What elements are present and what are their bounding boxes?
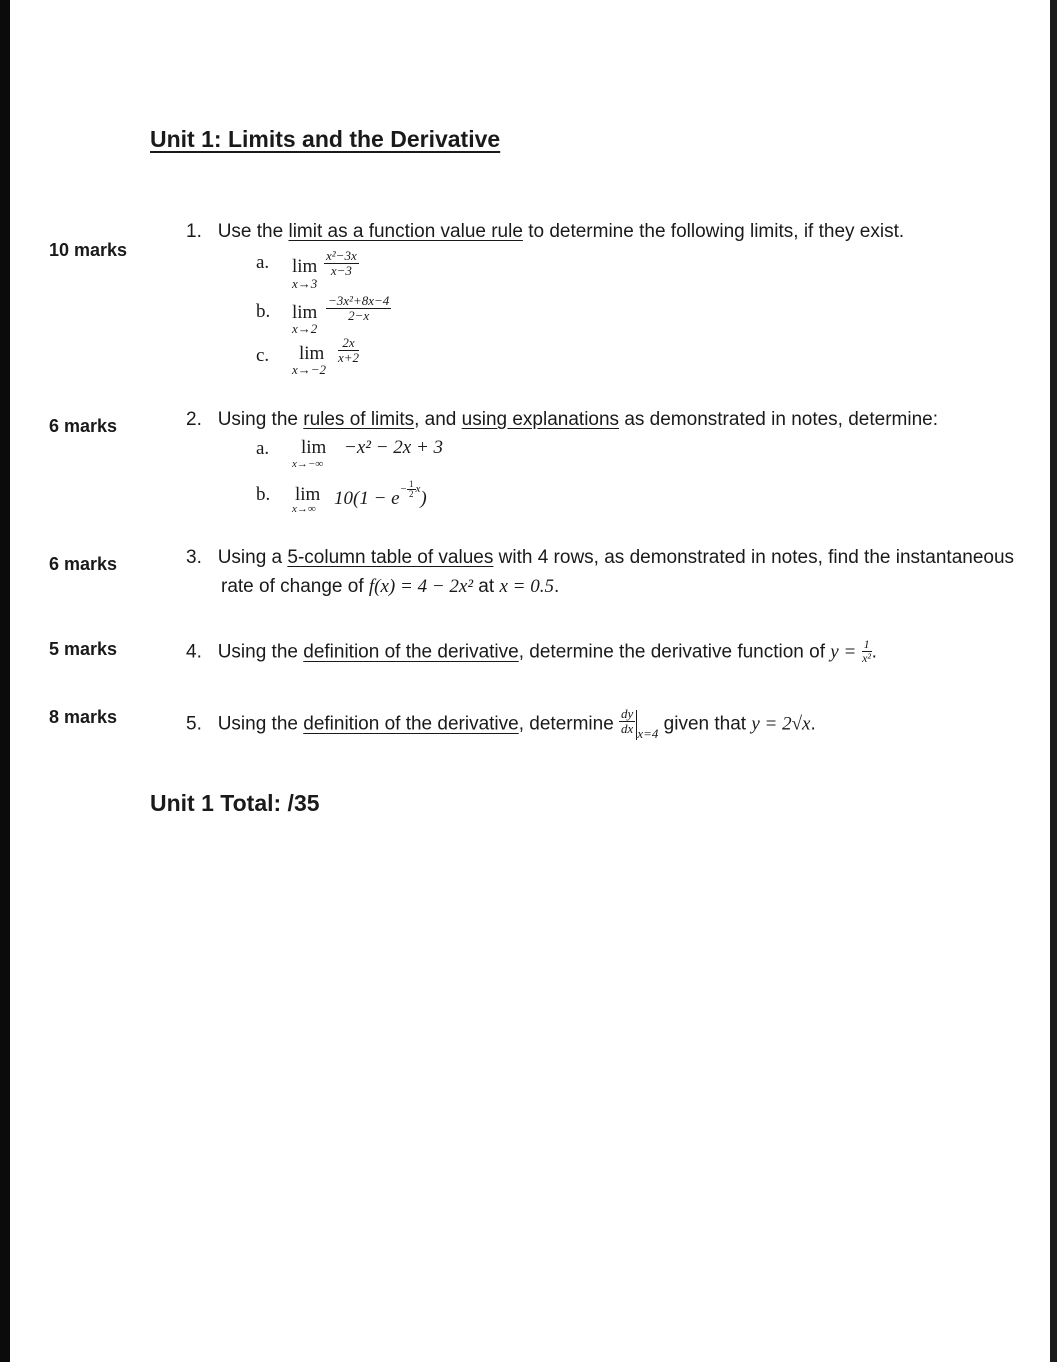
page-title: Unit 1: Limits and the Derivative <box>150 126 501 152</box>
q3-marks: 6 marks <box>49 554 118 574</box>
q2-marks: 6 marks <box>49 416 118 436</box>
q5-eval-point: x=4 <box>637 725 659 741</box>
unit-total: Unit 1 Total: /35 <box>150 790 320 816</box>
q1c-fraction: $\frac{2x}{x+2}$ <box>338 335 360 365</box>
q1b-fraction: $\frac{\text{−3x²+8x−4}}{2-x}$ <box>328 293 390 323</box>
q1c-under: x→−2 <box>292 362 327 377</box>
q2a-lim: lim <box>301 437 327 458</box>
q5-derivative: $\frac{dy}{dx}$ <box>621 706 634 736</box>
q2-text: 2. Using the rules of limits, and using explanations as demonstrated in notes, determine: <box>186 409 939 430</box>
q4-number: 4. <box>186 641 202 663</box>
q1b-under: x→2 <box>292 321 318 336</box>
q2-part-b: b. <box>256 484 271 505</box>
q1c-lim: lim <box>299 343 325 364</box>
q4-marks: 5 marks <box>49 639 118 659</box>
q4-text: 4. Using the definition of the derivative, determine the derivative function of y = $\frac{1}{\text{x²}}$ . <box>186 637 877 665</box>
q2b-under: x→∞ <box>292 503 316 515</box>
q1b-lim: lim <box>292 302 318 323</box>
q3-text: 3. Using a 5-column table of values with 4 rows, as demonstrated in notes, find the instantaneous <box>186 547 1015 568</box>
q2-underline-term-1: rules of limits <box>303 409 415 430</box>
q3-text-line2: rate of change of f(x) = 4 − 2x² at x = 0.5. <box>221 576 560 597</box>
q5-text: 5. Using the definition of the derivative, determine $\frac{dy}{dx}$ $_{x=4}$ given that y = 2√x. <box>186 706 816 741</box>
q2b-expression: $10(1 - e^{- \frac{1}{2} x})$ <box>334 479 427 509</box>
q1-part-c: c. <box>256 345 270 366</box>
q1a-fraction: $\frac{\text{x²−3x}}{x-3}$ <box>326 248 357 278</box>
q1-text: 1. Use the limit as a function value rule to determine the following limits, if they exist. <box>186 221 905 242</box>
right-border <box>1050 0 1057 1362</box>
q4-fraction: $\frac{1}{\text{x²}}$ <box>862 637 872 665</box>
q2-underline-term-2: using explanations <box>461 409 620 430</box>
q1-part-b: b. <box>256 301 271 322</box>
q5-number: 5. <box>186 713 202 735</box>
q1a-under: x→3 <box>292 276 318 291</box>
q2b-lim: lim <box>295 484 321 505</box>
q1-part-a: a. <box>256 252 270 273</box>
q1-underline-term: limit as a function value rule <box>288 221 523 242</box>
q3-number: 3. <box>186 547 202 568</box>
q5-underline-term: definition of the derivative <box>303 713 519 735</box>
q1-number: 1. <box>186 221 202 242</box>
q2-number: 2. <box>186 409 202 430</box>
left-border <box>0 0 10 1362</box>
q5-marks: 8 marks <box>49 707 118 727</box>
q2a-under: x→−∞ <box>292 458 324 470</box>
q2-part-a: a. <box>256 438 270 459</box>
q4-underline-term: definition of the derivative <box>303 641 519 663</box>
q1-marks: 10 marks <box>49 240 128 260</box>
q1a-lim: lim <box>292 256 318 277</box>
q2a-expression: −x² − 2x + 3 <box>344 437 444 458</box>
q3-underline-term: 5-column table of values <box>287 547 494 568</box>
